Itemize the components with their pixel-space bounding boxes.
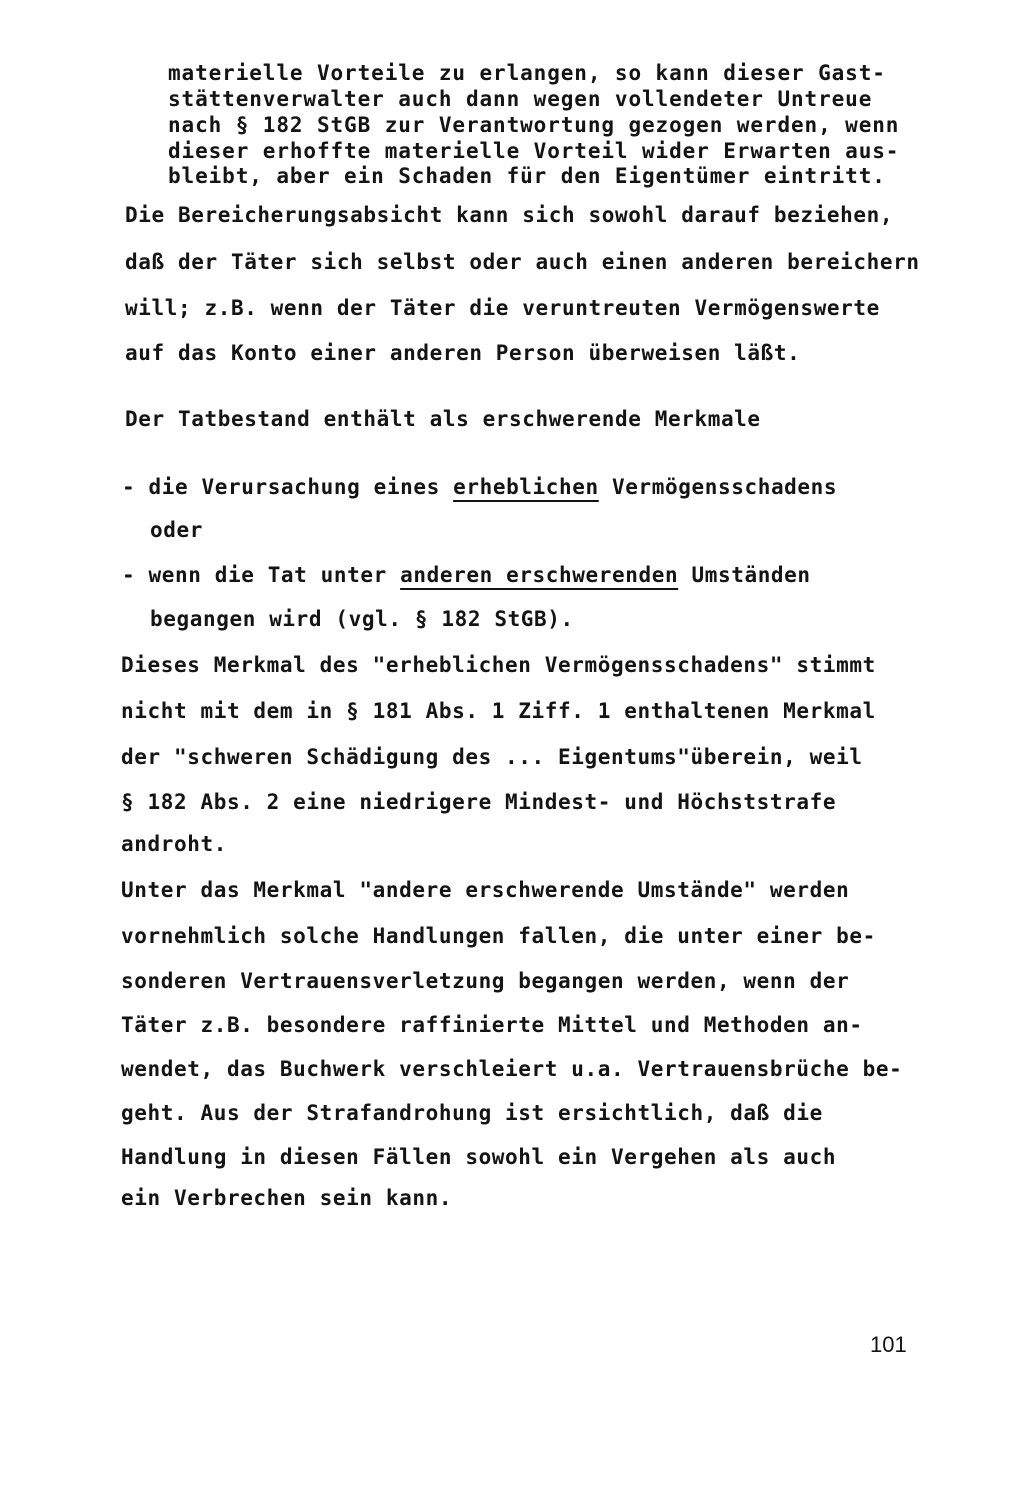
- bullet1-continuation: oder: [150, 518, 203, 542]
- para3-line-1: Dieses Merkmal des "erheblichen Vermögensschadens" stimmt: [121, 653, 876, 677]
- para4-line-7: Handlung in diesen Fällen sowohl ein Vergehen als auch: [121, 1145, 837, 1169]
- para2-line: Der Tatbestand enthält als erschwerende Merkmale: [125, 407, 761, 431]
- bullet2-text-before: wenn die Tat unter: [148, 563, 401, 587]
- para1-line-3: will; z.B. wenn der Täter die veruntreuten Vermögenswerte: [125, 296, 880, 320]
- bullet1-text-before: die Verursachung eines: [148, 475, 454, 499]
- bullet1-line: [122, 474, 837, 500]
- para4-line-6: geht. Aus der Strafandrohung ist ersichtlich, daß die: [121, 1101, 823, 1125]
- para4-line-1: Unter das Merkmal "andere erschwerende Umstände" werden: [121, 878, 850, 902]
- page-number: 101: [870, 1332, 907, 1357]
- quote-line-1: materielle Vorteile zu erlangen, so kann dieser Gast-: [168, 61, 886, 85]
- para4-line-8: ein Verbrechen sein kann.: [121, 1186, 453, 1210]
- bullet1-text-after: Vermögensschadens: [598, 475, 838, 499]
- para3-line-3: der "schweren Schädigung des ... Eigentums"überein, weil: [121, 745, 863, 769]
- bullet2-dash: -: [122, 563, 136, 587]
- para3-line-5: androht.: [121, 832, 227, 856]
- bullet2-continuation: begangen wird (vgl. § 182 StGB).: [150, 607, 574, 631]
- para4-line-2: vornehmlich solche Handlungen fallen, die unter einer be-: [121, 924, 876, 948]
- bullet2-line: [122, 562, 811, 588]
- para4-line-4: Täter z.B. besondere raffinierte Mittel und Methoden an-: [121, 1013, 863, 1037]
- quote-line-3: nach § 182 StGB zur Verantwortung gezogen werden, wenn: [168, 113, 900, 137]
- bullet1-dash: -: [122, 475, 136, 499]
- bullet1-underlined: erheblichen: [453, 475, 599, 499]
- quote-line-5: bleibt, aber ein Schaden für den Eigentümer eintritt.: [168, 164, 886, 188]
- para1-line-4: auf das Konto einer anderen Person überweisen läßt.: [125, 341, 801, 365]
- para4-line-3: sonderen Vertrauensverletzung begangen werden, wenn der: [121, 969, 850, 993]
- para3-line-4: § 182 Abs. 2 eine niedrigere Mindest- und Höchststrafe: [121, 790, 837, 814]
- bullet2-text-after: Umständen: [678, 563, 811, 587]
- bullet2-underlined: anderen erschwerenden: [400, 563, 679, 587]
- quote-line-2: stättenverwalter auch dann wegen vollendeter Untreue: [168, 87, 873, 111]
- para3-line-2: nicht mit dem in § 181 Abs. 1 Ziff. 1 enthaltenen Merkmal: [121, 699, 876, 723]
- para4-line-5: wendet, das Buchwerk verschleiert u.a. Vertrauensbrüche be-: [121, 1057, 903, 1081]
- quote-line-4: dieser erhoffte materielle Vorteil wider Erwarten aus-: [168, 139, 900, 163]
- para1-line-1: Die Bereicherungsabsicht kann sich sowohl darauf beziehen,: [125, 203, 894, 227]
- para1-line-2: daß der Täter sich selbst oder auch einen anderen bereichern: [125, 250, 920, 274]
